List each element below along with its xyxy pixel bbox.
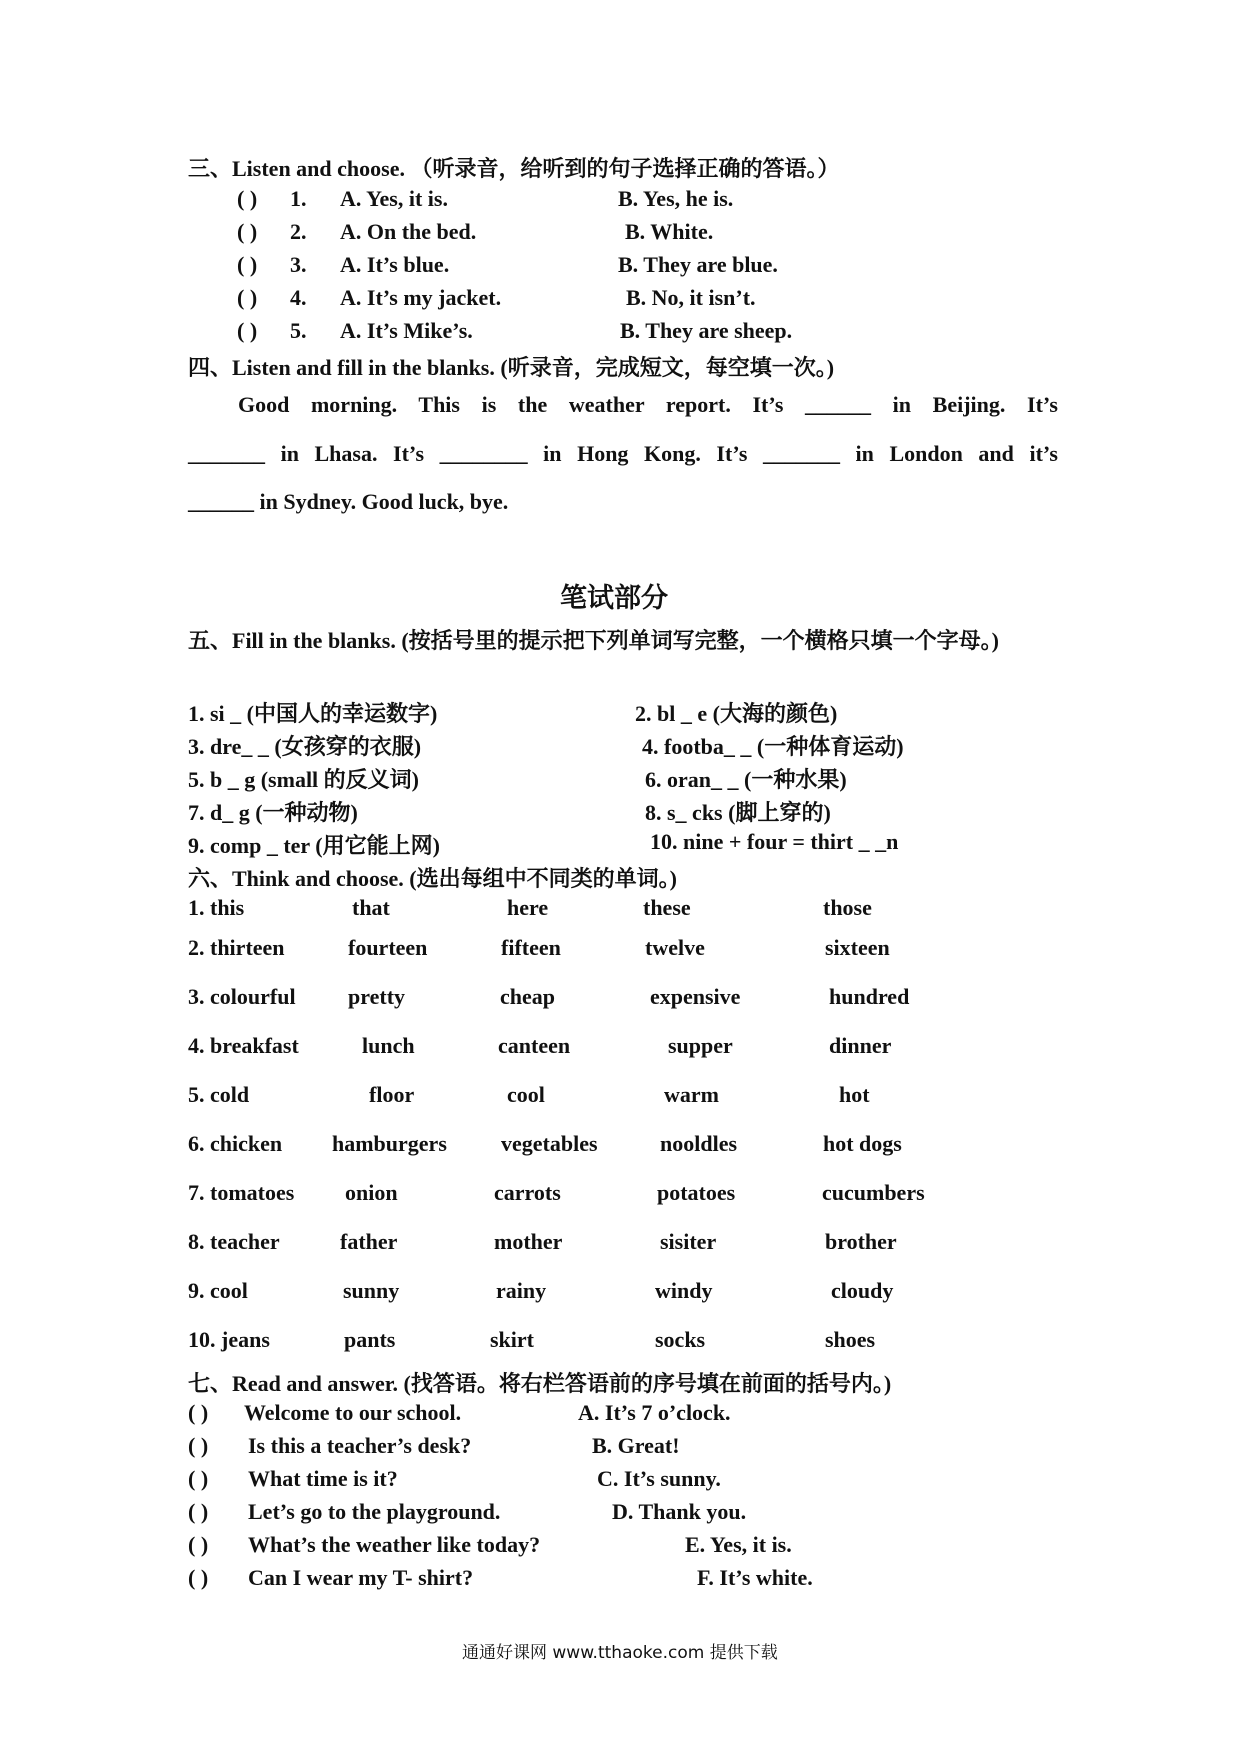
passage-line: _______ in Lhasa. It’s ________ in Hong Kong. It’s _______ in London and it’s xyxy=(188,441,1058,466)
word-cell: hot xyxy=(839,1082,870,1107)
word-cell: 8. teacher xyxy=(188,1229,280,1254)
word-cell: father xyxy=(340,1229,398,1254)
word-cell: carrots xyxy=(494,1180,561,1205)
word-cell: fifteen xyxy=(501,935,561,960)
word-cell: here xyxy=(507,895,549,920)
word-cell: cucumbers xyxy=(822,1180,925,1205)
answer-option: A. It’s 7 o’clock. xyxy=(578,1400,731,1425)
word-cell: that xyxy=(352,895,390,920)
fill-item: 7. d_ g (一种动物) xyxy=(188,800,358,825)
word-cell: 9. cool xyxy=(188,1278,248,1303)
answer-option: B. Great! xyxy=(592,1433,680,1458)
fill-item: 4. footba_ _ (一种体育运动) xyxy=(642,734,904,759)
word-cell: rainy xyxy=(496,1278,547,1303)
footer-credit: 通通好课网 www.tthaoke.com 提供下载 xyxy=(462,1643,778,1663)
word-cell: pretty xyxy=(348,984,406,1009)
fill-item: 5. b _ g (small 的反义词) xyxy=(188,767,420,792)
option-a: A. It’s blue. xyxy=(340,252,450,277)
word-cell: hamburgers xyxy=(332,1131,447,1156)
fill-item: 9. comp _ ter (用它能上网) xyxy=(188,833,440,858)
written-part-title: 笔试部分 xyxy=(560,583,668,613)
section-7-heading: 七、Read and answer. (找答语。将右栏答语前的序号填在前面的括号内。) xyxy=(188,1371,892,1396)
word-cell: skirt xyxy=(490,1327,534,1352)
word-cell: 4. breakfast xyxy=(188,1033,299,1058)
passage-line: Good morning. This is the weather report. It’s ______ in Beijing. It’s xyxy=(238,392,1058,417)
option-a: A. Yes, it is. xyxy=(340,186,448,211)
word-cell: 3. colourful xyxy=(188,984,296,1009)
option-b: B. Yes, he is. xyxy=(618,186,734,211)
answer-option: C. It’s sunny. xyxy=(597,1466,721,1491)
word-cell: supper xyxy=(668,1033,733,1058)
option-b: B. They are blue. xyxy=(618,252,778,277)
answer-bracket[interactable]: ( ) xyxy=(188,1466,209,1491)
word-cell: brother xyxy=(825,1229,897,1254)
option-a: A. It’s my jacket. xyxy=(340,285,502,310)
question-text: What’s the weather like today? xyxy=(248,1532,541,1557)
option-a: A. It’s Mike’s. xyxy=(340,318,473,343)
word-cell: 10. jeans xyxy=(188,1327,270,1352)
word-cell: those xyxy=(823,895,872,920)
passage-line: ______ in Sydney. Good luck, bye. xyxy=(188,489,509,514)
word-cell: 5. cold xyxy=(188,1082,250,1107)
fill-item: 10. nine + four = thirt _ _n xyxy=(650,829,899,854)
word-cell: hot dogs xyxy=(823,1131,902,1156)
fill-item: 3. dre_ _ (女孩穿的衣服) xyxy=(188,734,422,759)
question-text: What time is it? xyxy=(248,1466,398,1491)
answer-bracket[interactable]: ( ) xyxy=(237,252,258,277)
fill-item: 2. bl _ e (大海的颜色) xyxy=(635,701,838,726)
question-text: Can I wear my T- shirt? xyxy=(248,1565,474,1590)
answer-bracket[interactable]: ( ) xyxy=(188,1499,209,1524)
answer-bracket[interactable]: ( ) xyxy=(237,219,258,244)
word-cell: windy xyxy=(655,1278,713,1303)
answer-bracket[interactable]: ( ) xyxy=(188,1400,209,1425)
answer-bracket[interactable]: ( ) xyxy=(188,1565,209,1590)
question-text: Welcome to our school. xyxy=(244,1400,462,1425)
word-cell: dinner xyxy=(829,1033,892,1058)
word-cell: potatoes xyxy=(657,1180,736,1205)
item-number: 1. xyxy=(290,186,307,211)
word-cell: canteen xyxy=(498,1033,571,1058)
word-cell: shoes xyxy=(825,1327,876,1352)
answer-bracket[interactable]: ( ) xyxy=(188,1532,209,1557)
question-text: Let’s go to the playground. xyxy=(248,1499,501,1524)
word-cell: cloudy xyxy=(831,1278,894,1303)
word-cell: warm xyxy=(664,1082,719,1107)
word-cell: onion xyxy=(345,1180,398,1205)
fill-item: 8. s_ cks (脚上穿的) xyxy=(645,800,831,825)
word-cell: floor xyxy=(369,1082,415,1107)
word-cell: mother xyxy=(494,1229,563,1254)
item-number: 2. xyxy=(290,219,307,244)
answer-bracket[interactable]: ( ) xyxy=(237,285,258,310)
question-text: Is this a teacher’s desk? xyxy=(248,1433,472,1458)
word-cell: vegetables xyxy=(501,1131,598,1156)
section-6-heading: 六、Think and choose. (选出每组中不同类的单词。) xyxy=(188,866,677,891)
word-cell: fourteen xyxy=(348,935,428,960)
item-number: 5. xyxy=(290,318,307,343)
section-5-heading: 五、Fill in the blanks. (按括号里的提示把下列单词写完整，一个横格只填一个字母。) xyxy=(188,628,999,653)
fill-item: 6. oran_ _ (一种水果) xyxy=(645,767,847,792)
word-cell: nooldles xyxy=(660,1131,738,1156)
word-cell: sunny xyxy=(343,1278,400,1303)
word-cell: 7. tomatoes xyxy=(188,1180,295,1205)
word-cell: sixteen xyxy=(825,935,890,960)
word-cell: 2. thirteen xyxy=(188,935,285,960)
item-number: 3. xyxy=(290,252,307,277)
answer-bracket[interactable]: ( ) xyxy=(188,1433,209,1458)
word-cell: cool xyxy=(507,1082,545,1107)
answer-bracket[interactable]: ( ) xyxy=(237,186,258,211)
word-cell: sisiter xyxy=(660,1229,717,1254)
option-a: A. On the bed. xyxy=(340,219,477,244)
word-cell: cheap xyxy=(500,984,555,1009)
answer-bracket[interactable]: ( ) xyxy=(237,318,258,343)
answer-option: F. It’s white. xyxy=(697,1565,813,1590)
word-cell: lunch xyxy=(362,1033,415,1058)
word-cell: hundred xyxy=(829,984,910,1009)
word-cell: pants xyxy=(344,1327,396,1352)
section-3-heading: 三、Listen and choose. （听录音，给听到的句子选择正确的答语。） xyxy=(188,156,840,181)
answer-option: E. Yes, it is. xyxy=(685,1532,792,1557)
word-cell: expensive xyxy=(650,984,741,1009)
fill-item: 1. si _ (中国人的幸运数字) xyxy=(188,701,438,726)
item-number: 4. xyxy=(290,285,307,310)
word-cell: 6. chicken xyxy=(188,1131,283,1156)
section-4-heading: 四、Listen and fill in the blanks. (听录音，完成短文，每空填一次。) xyxy=(188,355,835,380)
option-b: B. No, it isn’t. xyxy=(626,285,756,310)
answer-option: D. Thank you. xyxy=(612,1499,747,1524)
word-cell: 1. this xyxy=(188,895,245,920)
word-cell: twelve xyxy=(645,935,705,960)
option-b: B. White. xyxy=(625,219,714,244)
word-cell: these xyxy=(643,895,691,920)
word-cell: socks xyxy=(655,1327,706,1352)
option-b: B. They are sheep. xyxy=(620,318,793,343)
